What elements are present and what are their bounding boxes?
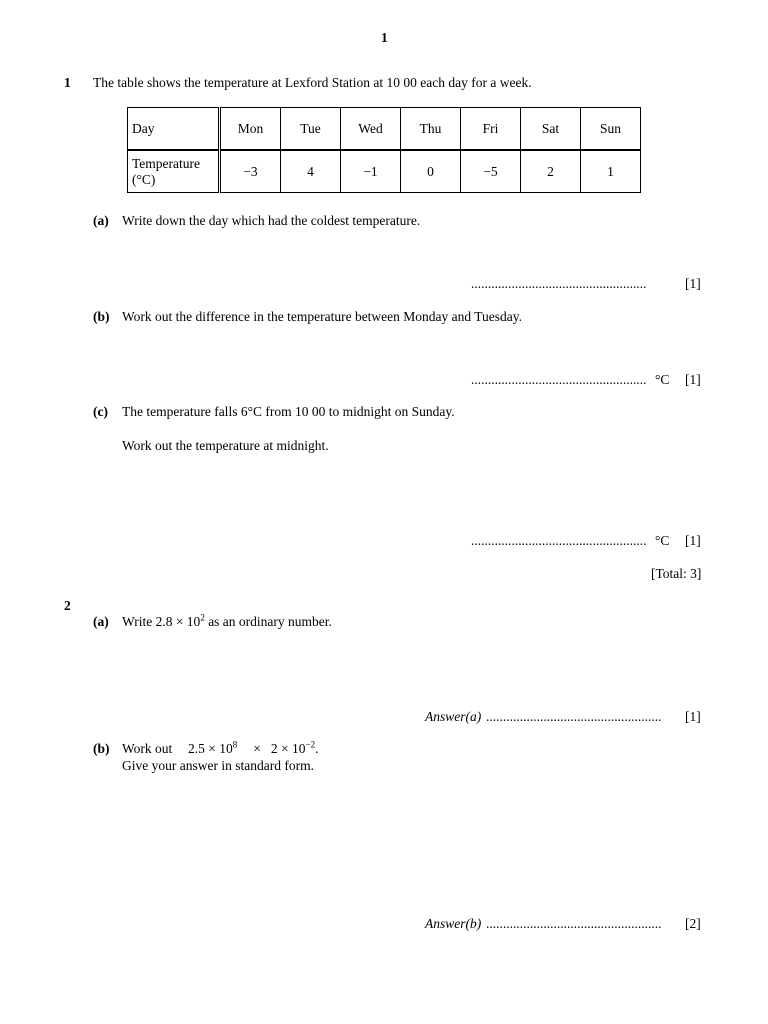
q1-total: [Total: 3] <box>651 566 702 581</box>
q2b-times: × <box>253 741 261 756</box>
table-cell-day: Mon <box>220 108 281 151</box>
q1a-marks: [1] <box>685 276 701 291</box>
q2b-marks: [2] <box>685 916 701 931</box>
q1a-label: (a) <box>93 213 109 228</box>
table-cell-temp: 0 <box>401 150 461 193</box>
q2a-label: (a) <box>93 614 109 629</box>
q2a-answer-label: Answer(a) <box>425 709 482 724</box>
temperature-header-line1: Temperature <box>132 155 201 171</box>
q1c-text: The temperature falls 6°C from 10 00 to midnight on Sunday. <box>122 404 455 419</box>
q2b-expr2: 2 × 10 <box>270 741 306 756</box>
table-header-temperature <box>128 150 220 193</box>
q1-number: 1 <box>64 75 71 90</box>
page-number: 1 <box>381 30 388 45</box>
q2b-label: (b) <box>93 741 110 756</box>
table-cell-temp: −1 <box>341 150 401 193</box>
q1a-answer-line[interactable]: .................................................... <box>471 276 647 291</box>
q1c-label: (c) <box>93 404 108 419</box>
q2b-answer-line[interactable]: .................................................... <box>486 916 662 931</box>
table-cell-day: Tue <box>281 108 341 151</box>
table-cell-temp: 2 <box>521 150 581 193</box>
table-cell-temp: −5 <box>461 150 521 193</box>
q2a-text <box>122 614 332 630</box>
q2b-expr2-exponent: −2 <box>305 739 316 750</box>
q1a-text: Write down the day which had the coldest temperature. <box>122 213 421 228</box>
q1c-text2: Work out the temperature at midnight. <box>122 438 329 453</box>
table-row-temperatures <box>128 150 641 193</box>
temperature-header-line2: (°C) <box>132 171 156 187</box>
q1b-unit: °C <box>655 372 670 387</box>
table-cell-day: Fri <box>461 108 521 151</box>
q2a-text-post: as an ordinary number. <box>204 614 332 629</box>
q1b-marks: [1] <box>685 372 701 387</box>
q2b-expr1-exponent: 8 <box>232 739 238 750</box>
temperature-table <box>127 107 641 193</box>
table-cell-day: Wed <box>341 108 401 151</box>
q2b-expr1: 2.5 × 10 <box>188 741 233 756</box>
q1b-label: (b) <box>93 309 110 324</box>
q2b-text2: Give your answer in standard form. <box>122 758 314 773</box>
q2a-text-pre: Write 2.8 × 10 <box>122 614 201 629</box>
q1c-unit: °C <box>655 533 670 548</box>
q2a-marks: [1] <box>685 709 701 724</box>
table-cell-temp: 4 <box>281 150 341 193</box>
table-row-days <box>128 108 641 151</box>
q2b-answer-label: Answer(b) <box>425 916 482 931</box>
q2b-expression <box>188 741 318 757</box>
table-header-day: Day <box>128 108 220 151</box>
table-cell-day: Sat <box>521 108 581 151</box>
q2a-answer-line[interactable]: .................................................... <box>486 709 662 724</box>
q2a-exponent: 2 <box>200 612 205 623</box>
q2b-expr-end: . <box>315 741 319 756</box>
q2b-text-pre: Work out <box>122 741 173 756</box>
table-cell-day: Thu <box>401 108 461 151</box>
table-cell-temp: −3 <box>220 150 281 193</box>
table-cell-day: Sun <box>581 108 641 151</box>
q1b-text: Work out the difference in the temperature between Monday and Tuesday. <box>122 309 523 324</box>
q1c-marks: [1] <box>685 533 701 548</box>
q2-number: 2 <box>64 598 71 613</box>
table-cell-temp: 1 <box>581 150 641 193</box>
q1c-answer-line[interactable]: .................................................... <box>471 533 647 548</box>
q1b-answer-line[interactable]: .................................................... <box>471 372 647 387</box>
q1-intro: The table shows the temperature at Lexford Station at 10 00 each day for a week. <box>93 75 532 90</box>
